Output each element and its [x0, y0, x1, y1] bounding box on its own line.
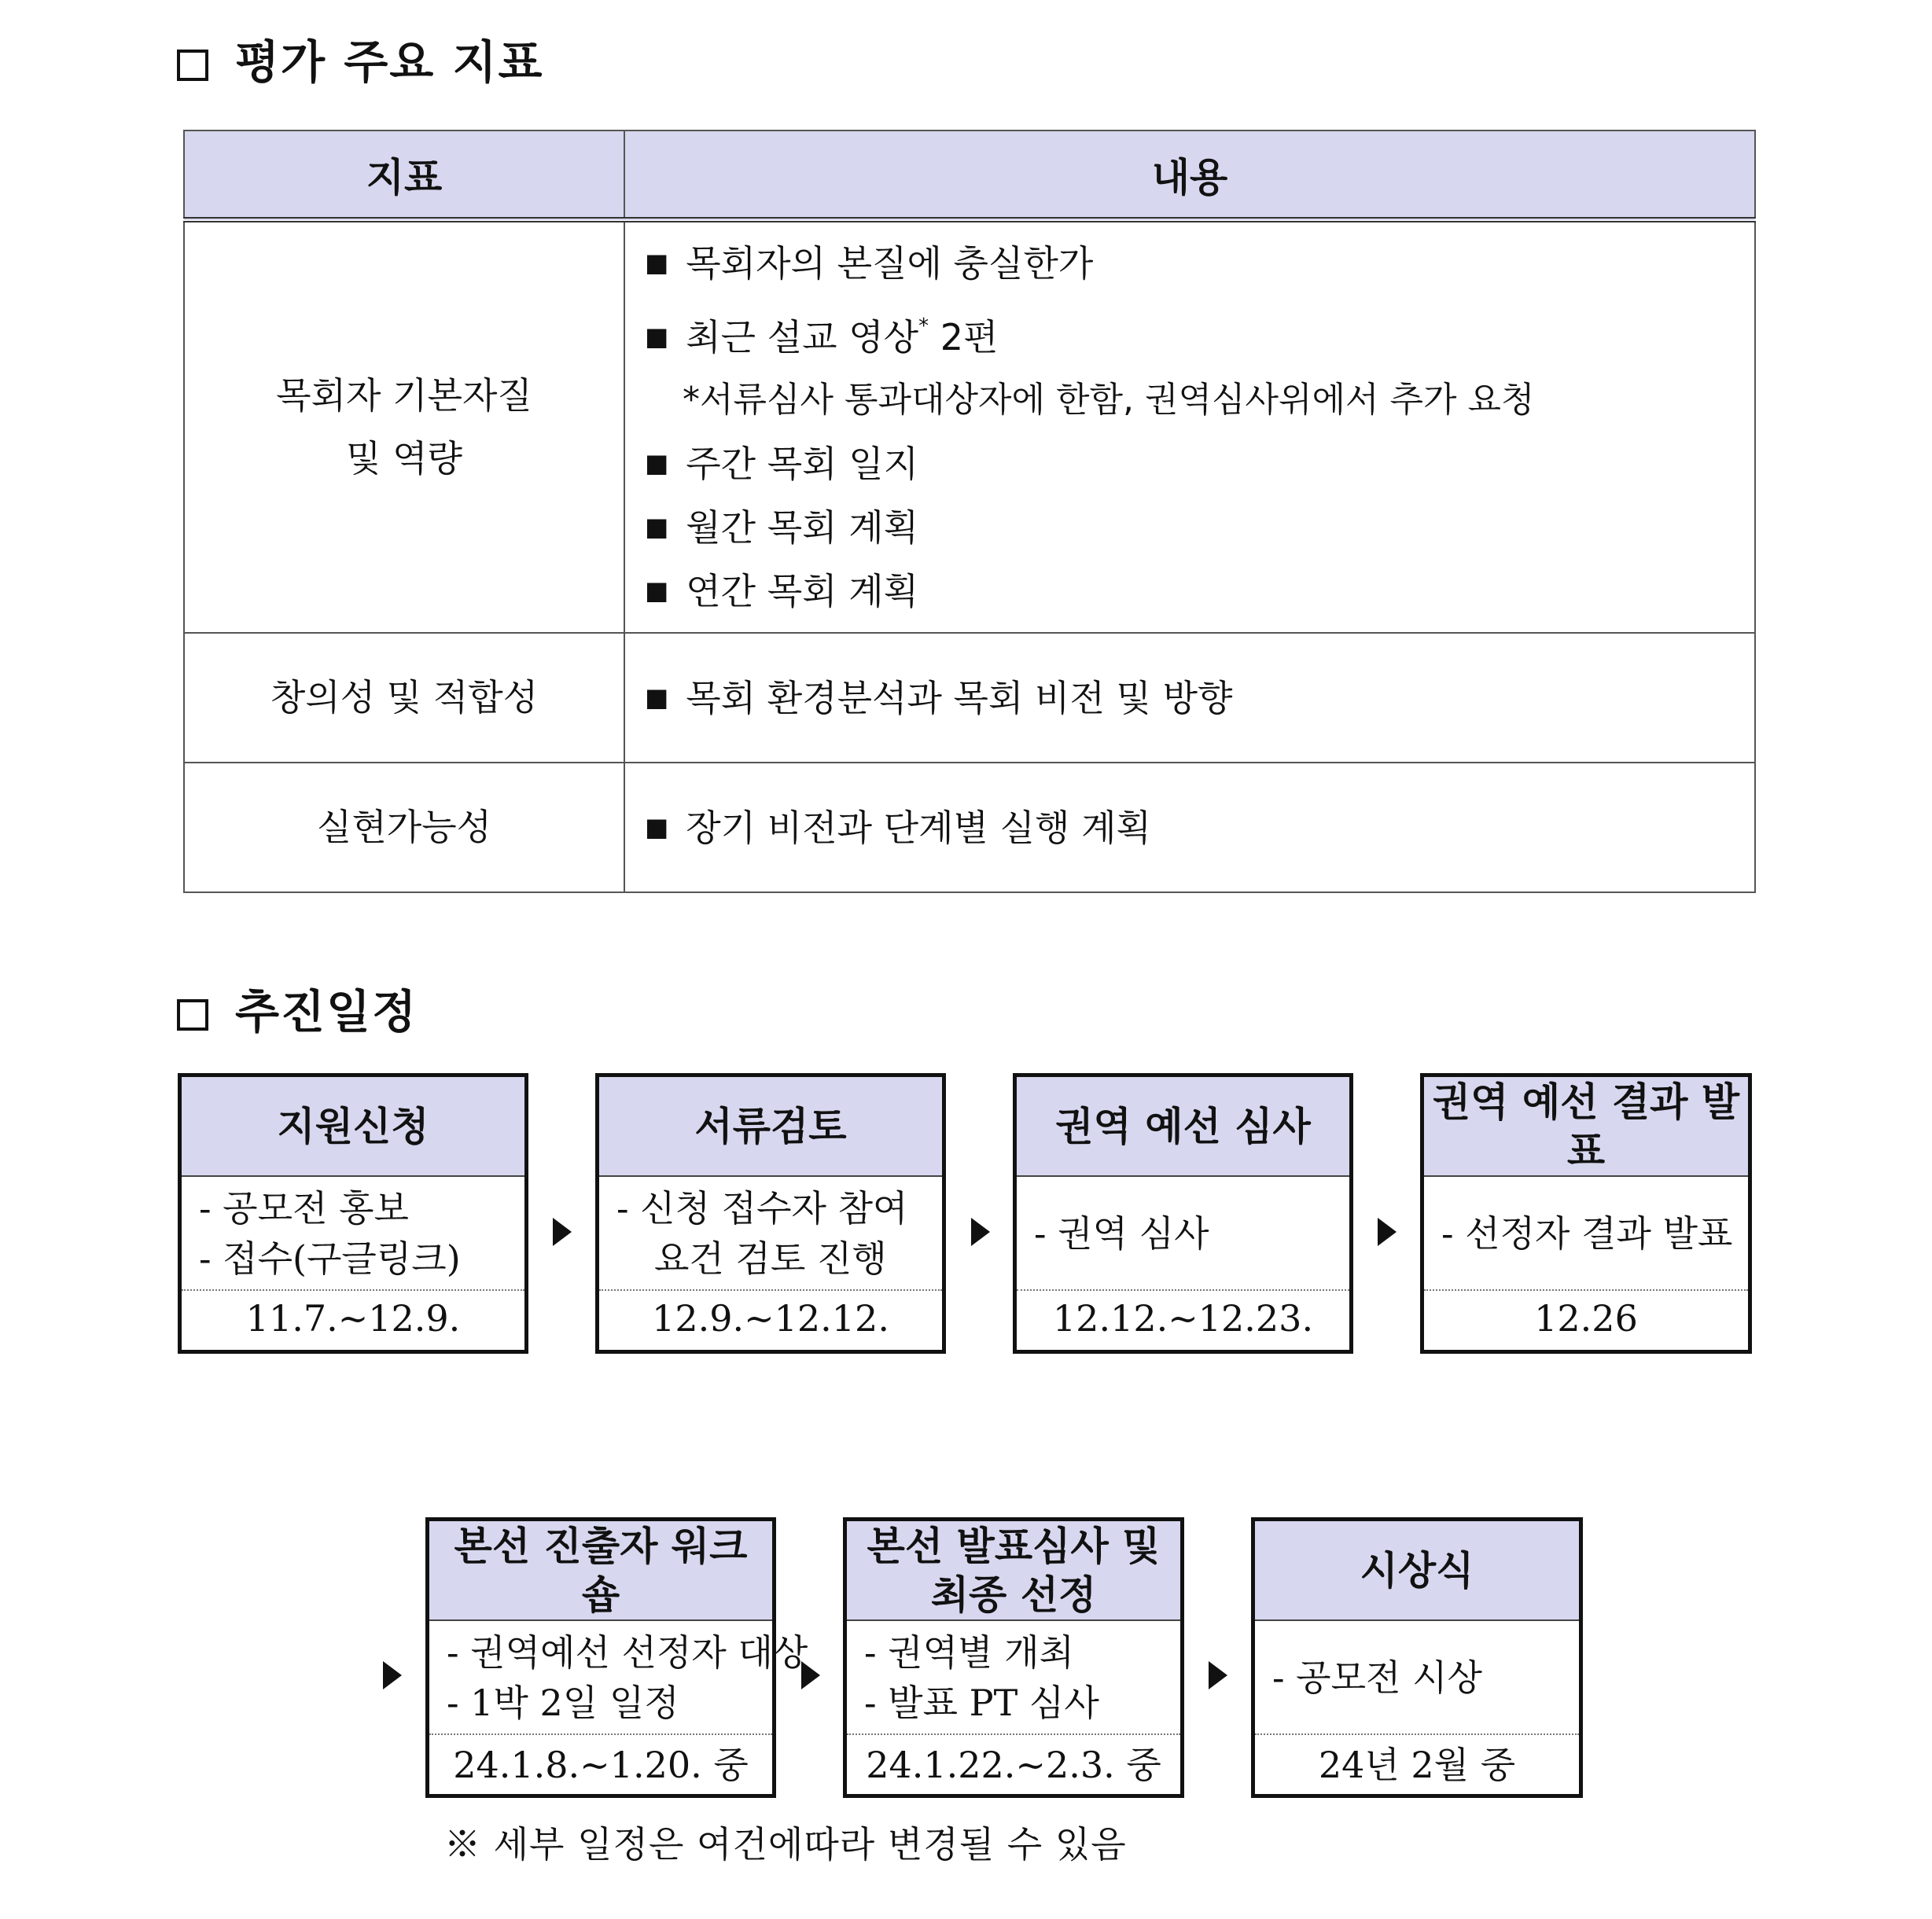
- indicator-line: 및 역량: [346, 437, 462, 480]
- card-line: - 발표 PT 심사: [864, 1681, 1099, 1724]
- arrow-right-icon: [553, 1218, 572, 1246]
- list-note: *서류심사 통과대상자에 한함, 권역심사위에서 추가 요청: [683, 380, 1535, 421]
- indicator-cell: 실현가능성: [184, 763, 624, 892]
- card-body: [429, 1621, 808, 1735]
- card-body: [182, 1177, 524, 1291]
- card-line: 요건 검토 진행: [654, 1237, 887, 1280]
- list-item: ■ 목회자의 본질에 충실한가: [645, 231, 1754, 295]
- table-row: [184, 633, 1755, 763]
- arrow-right-icon: [801, 1661, 820, 1689]
- card-date: 12.26: [1534, 1297, 1638, 1340]
- card-title: 본선 발표심사 및 최종 선정: [847, 1521, 1180, 1621]
- card-title: 시상식: [1255, 1521, 1579, 1621]
- section-title-evaluation: [177, 25, 544, 91]
- checkbox-square-icon: [177, 50, 208, 81]
- schedule-card-workshop: [425, 1517, 808, 1798]
- list-item-suffix: 2편: [940, 316, 999, 359]
- table-row: [184, 763, 1755, 892]
- arrow-right-icon: [383, 1661, 402, 1689]
- header-indicator: 지표: [184, 131, 624, 220]
- card-title: 본선 진출자 워크숍: [429, 1521, 772, 1621]
- card-body: [1424, 1177, 1748, 1291]
- card-line: - 공모전 홍보: [199, 1186, 409, 1230]
- list-item: ■ 월간 목회 계획: [645, 495, 1754, 559]
- list-item: ■ 연간 목회 계획: [645, 559, 1754, 623]
- card-date: 12.12.~12.23.: [1052, 1297, 1314, 1340]
- schedule-card-final-selection: [843, 1517, 1184, 1798]
- schedule-card-awards: [1251, 1517, 1583, 1798]
- card-date: 11.7.~12.9.: [245, 1297, 461, 1340]
- card-body: [599, 1177, 942, 1291]
- card-title: 지원신청: [182, 1077, 524, 1177]
- card-line: - 접수(구글링크): [199, 1237, 461, 1280]
- footnote-mark: *: [918, 314, 929, 339]
- card-body: [1255, 1621, 1579, 1735]
- indicator-cell: 창의성 및 적합성: [184, 633, 624, 763]
- list-item: ■ 장기 비전과 단계별 실행 계획: [645, 796, 1754, 859]
- card-line: - 1박 2일 일정: [447, 1681, 679, 1724]
- list-item: ■ 목회 환경분석과 목회 비전 및 방향: [645, 666, 1754, 730]
- card-title: 권역 예선 심사: [1017, 1077, 1349, 1177]
- card-title: 서류검토: [599, 1077, 942, 1177]
- content-cell: [624, 763, 1755, 892]
- card-line: - 공모전 시상: [1272, 1656, 1482, 1699]
- section-title-schedule: [177, 975, 418, 1041]
- list-item: [645, 295, 1754, 369]
- arrow-right-icon: [1209, 1661, 1227, 1689]
- card-date: 24.1.8.~1.20. 중: [453, 1744, 749, 1786]
- section-title-text: 추진일정: [235, 985, 418, 1039]
- evaluation-table: [183, 130, 1756, 893]
- schedule-card-application: [178, 1073, 528, 1354]
- arrow-right-icon: [1378, 1218, 1397, 1246]
- content-cell: [624, 220, 1755, 633]
- card-title: 권역 예선 결과 발표: [1424, 1077, 1748, 1177]
- card-line: - 신청 접수자 참여: [616, 1186, 908, 1230]
- indicator-cell: [184, 220, 624, 633]
- schedule-card-regional-prelim: [1013, 1073, 1353, 1354]
- card-line: - 권역 심사: [1034, 1211, 1209, 1255]
- card-body: [847, 1621, 1180, 1735]
- indicator-line: 목회자 기본자질: [276, 374, 532, 417]
- section-title-text: 평가 주요 지표: [235, 35, 544, 89]
- checkbox-square-icon: [177, 999, 208, 1031]
- schedule-card-prelim-results: [1420, 1073, 1752, 1354]
- card-line: - 권역별 개최: [864, 1630, 1074, 1674]
- table-header-row: [184, 131, 1755, 220]
- card-body: [1017, 1177, 1349, 1291]
- card-date: 12.9.~12.12.: [652, 1297, 889, 1340]
- card-date: 24년 2월 중: [1318, 1744, 1516, 1786]
- card-line: - 선정자 결과 발표: [1441, 1211, 1733, 1255]
- list-item-text: 최근 설교 영상: [686, 316, 919, 359]
- card-line: - 권역예선 선정자 대상: [447, 1630, 808, 1674]
- table-row: [184, 220, 1755, 633]
- header-content: 내용: [624, 131, 1755, 220]
- card-date: 24.1.22.~2.3. 중: [866, 1744, 1161, 1786]
- arrow-right-icon: [971, 1218, 990, 1246]
- schedule-card-document-review: [595, 1073, 946, 1354]
- content-cell: [624, 633, 1755, 763]
- schedule-footnote: ※ 세부 일정은 여건에따라 변경될 수 있음: [444, 1823, 1127, 1866]
- list-item: ■ 주간 목회 일지: [645, 432, 1754, 495]
